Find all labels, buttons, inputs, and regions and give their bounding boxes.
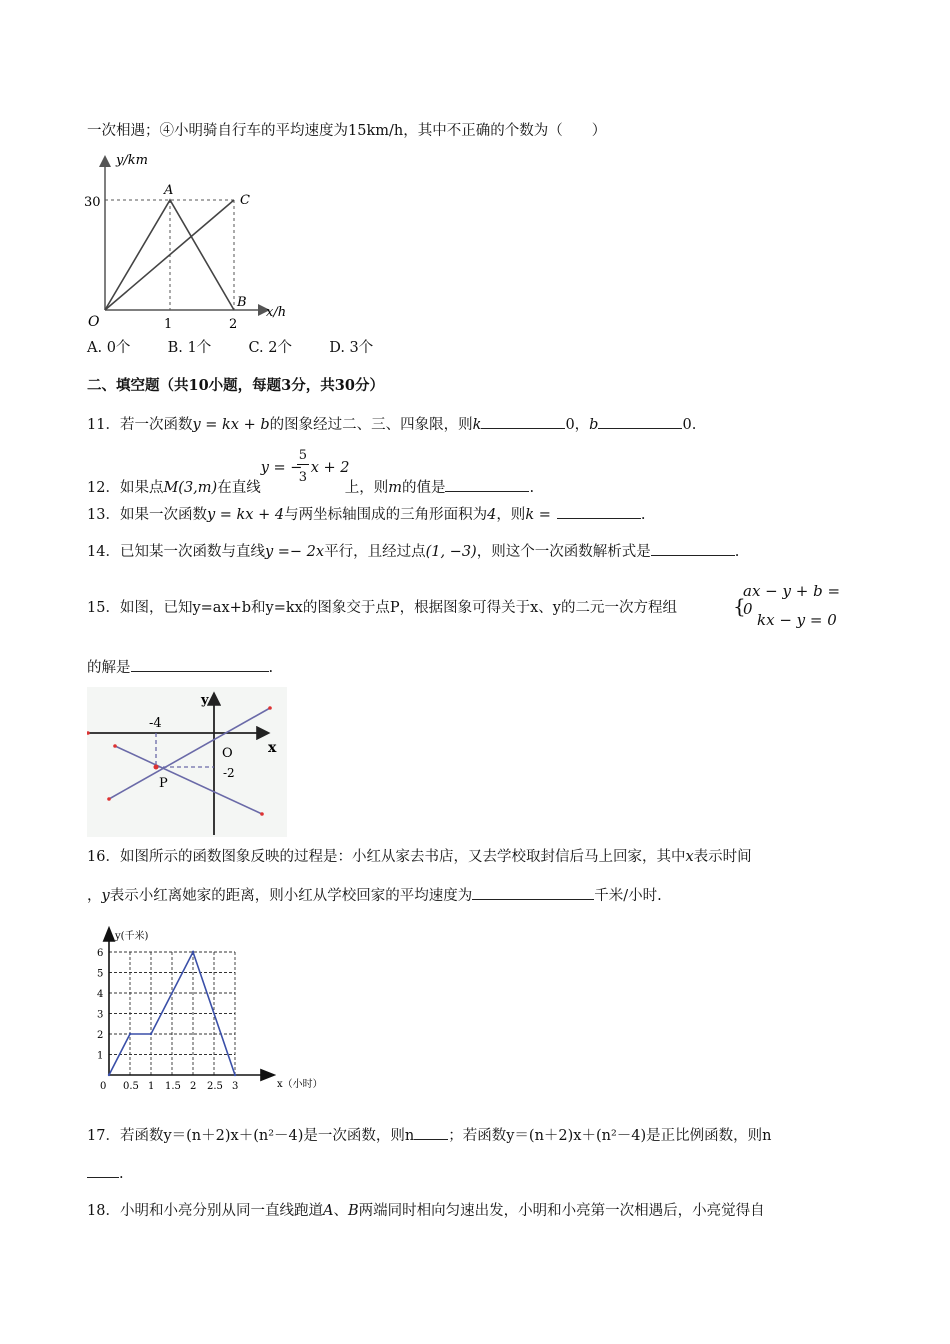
q10-options xyxy=(87,338,373,358)
option-a: A. 0个 xyxy=(87,340,131,356)
q11-text: 0. xyxy=(682,417,697,433)
q14-number: 14． xyxy=(87,544,120,560)
y-axis-label: y(千米) xyxy=(115,931,149,942)
q14-text: 已知某一次函数与直线 xyxy=(119,544,265,560)
equation-system xyxy=(733,582,853,634)
question-17 xyxy=(87,1125,772,1146)
y-tick-label: 4 xyxy=(97,989,104,1000)
q12-text: 在直线 xyxy=(217,480,261,496)
endpoint-dot xyxy=(107,797,111,801)
q12-text: 如果点 xyxy=(119,480,164,496)
endpoint-dot xyxy=(268,706,272,710)
section-title: 二、填空题（共10小题，每题3分，共30分） xyxy=(87,377,384,394)
option-c: C. 2个 xyxy=(248,340,292,356)
answer-blank[interactable] xyxy=(472,885,594,900)
q13-text: ，则 xyxy=(496,507,526,523)
answer-blank[interactable] xyxy=(414,1125,448,1140)
q11-math: k xyxy=(472,417,482,433)
q15-text: . xyxy=(268,660,274,676)
x-tick-label: 1 xyxy=(148,1081,155,1092)
q17-text: ；若函数y＝(n＋2)x＋(n²－4)是正比例函数，则n xyxy=(448,1128,772,1144)
answer-blank[interactable] xyxy=(557,504,641,519)
distance-time-graph-1 xyxy=(82,150,302,335)
q12-text: . xyxy=(529,480,535,496)
equation-1: ax − y + b = 0 xyxy=(743,582,841,618)
q12-text: 的值是 xyxy=(401,480,446,496)
intersection-graph xyxy=(87,687,287,837)
x-tick-2: 2 xyxy=(229,317,238,332)
q14-math: y =− 2x xyxy=(264,544,325,560)
q17-text: 若函数y＝(n＋2)x＋(n²－4)是一次函数，则n xyxy=(119,1128,415,1144)
q14-text: 平行，且经过点 xyxy=(324,544,426,560)
q15-text: 的解是 xyxy=(87,660,131,676)
q17-text: . xyxy=(119,1166,124,1182)
point-a-label: A xyxy=(164,183,174,198)
q16-math: y xyxy=(101,888,110,904)
x-axis-label: x/h xyxy=(266,305,287,320)
line-oc xyxy=(105,200,234,310)
x-tick-label: 0.5 xyxy=(123,1081,139,1092)
q18-text: 小明和小亮分别从同一直线跑道 xyxy=(119,1203,323,1219)
answer-blank[interactable] xyxy=(87,1163,119,1178)
q18-text: 两端同时相向匀速出发，小明和小亮第一次相遇后，小亮觉得自 xyxy=(358,1203,765,1219)
origin-label: O xyxy=(88,314,100,330)
q18-math: A xyxy=(322,1203,334,1219)
q18-text: 、 xyxy=(333,1203,348,1219)
question-14 xyxy=(87,541,739,562)
q11-math: y = kx + b xyxy=(192,417,270,433)
x-tick-label: 0 xyxy=(100,1081,107,1092)
y-label: y xyxy=(201,693,209,708)
q14-text: ，则这个一次函数解析式是 xyxy=(476,544,651,560)
x-tick-1: 1 xyxy=(164,317,173,332)
question-18 xyxy=(87,1201,765,1221)
endpoint-dot xyxy=(260,812,264,816)
point-c-label: C xyxy=(240,193,250,208)
q12-math: M(3,m) xyxy=(163,480,218,496)
q13-math: y = kx + 4 xyxy=(206,507,285,523)
data-point xyxy=(108,1074,110,1076)
q16-text: 如图所示的函数图象反映的过程是：小红从家去书店，又去学校取封信后马上回家，其中 xyxy=(119,849,686,865)
q11-text: 若一次函数 xyxy=(119,417,193,433)
q12-number: 12． xyxy=(87,480,120,496)
answer-blank[interactable] xyxy=(598,414,682,429)
q12-text: 上，则 xyxy=(344,480,389,496)
q11-text: 0， xyxy=(565,417,590,433)
distance-time-chart xyxy=(95,925,345,1100)
origin-label: O xyxy=(222,746,233,761)
endpoint-dot xyxy=(113,744,117,748)
q13-math: 4 xyxy=(487,507,497,523)
answer-blank[interactable] xyxy=(445,477,529,492)
y-axis-label: y/km xyxy=(116,153,148,168)
q12-line-equation xyxy=(260,448,350,492)
q18-math: B xyxy=(347,1203,359,1219)
y-tick-label: 2 xyxy=(97,1030,104,1041)
answer-blank[interactable] xyxy=(481,414,565,429)
fraction-bar xyxy=(297,464,309,465)
q11-number: 11． xyxy=(87,417,120,433)
question-13 xyxy=(87,504,645,525)
q11-text: 的图象经过二、三、四象限，则 xyxy=(269,417,473,433)
q14-math: (1, −3) xyxy=(425,544,477,560)
q12-fraction-numerator: 5 xyxy=(298,448,307,463)
q13-text: . xyxy=(640,507,646,523)
answer-blank[interactable] xyxy=(651,541,735,556)
data-point xyxy=(192,951,194,953)
neg4-label: -4 xyxy=(149,716,162,731)
q16-math: x xyxy=(685,849,694,865)
question-16 xyxy=(87,847,752,867)
option-b: B. 1个 xyxy=(167,340,212,356)
q12-math: y = − xyxy=(260,460,303,476)
x-tick-label: 2.5 xyxy=(207,1081,223,1092)
q16-text: 表示时间 xyxy=(693,849,752,865)
q17-number: 17． xyxy=(87,1128,120,1144)
q12-math: m xyxy=(388,480,402,496)
question-15 xyxy=(87,598,677,618)
q12-fraction-denominator: 3 xyxy=(298,470,307,485)
q14-text: . xyxy=(734,544,740,560)
q16-text: 千米/小时. xyxy=(594,888,662,904)
question-10-text: 一次相遇；④小明骑自行车的平均速度为15km/h，其中不正确的个数为（ ） xyxy=(87,123,607,139)
q11-math: b xyxy=(589,417,599,433)
x-tick-label: 1.5 xyxy=(165,1081,181,1092)
p-label: P xyxy=(159,776,168,791)
q13-text: 与两坐标轴围成的三角形面积为 xyxy=(284,507,488,523)
q12-math: x + 2 xyxy=(310,460,350,476)
point-p xyxy=(154,765,159,770)
question-11 xyxy=(87,414,696,435)
question-12 xyxy=(87,448,535,498)
question-15-answer xyxy=(87,657,273,678)
data-point xyxy=(234,1074,236,1076)
q16-text: ， xyxy=(87,888,102,904)
q13-text: 如果一次函数 xyxy=(119,507,207,523)
q15-number: 15． xyxy=(87,600,120,616)
q13-number: 13． xyxy=(87,507,120,523)
q16-number: 16． xyxy=(87,849,120,865)
y-tick-label: 3 xyxy=(97,1009,104,1021)
x-tick-label: 2 xyxy=(190,1081,197,1092)
y-tick-label: 1 xyxy=(97,1050,104,1062)
graph-background xyxy=(87,687,287,837)
y-tick-label: 6 xyxy=(97,948,104,959)
x-tick-label: 3 xyxy=(232,1081,239,1092)
y-tick-30: 30 xyxy=(84,195,101,210)
y-tick-label: 5 xyxy=(97,968,104,980)
neg2-label: -2 xyxy=(223,766,235,780)
data-point xyxy=(129,1033,131,1035)
answer-blank[interactable] xyxy=(131,657,269,672)
q13-math: k = xyxy=(525,507,551,523)
question-16-cont xyxy=(87,885,662,906)
x-label: x xyxy=(268,740,277,756)
point-b-label: B xyxy=(237,295,247,310)
q15-text: 如图，已知y=ax+b和y=kx的图象交于点P，根据图象可得关于x、y的二元一次方程组 xyxy=(119,600,677,616)
equation-2: kx − y = 0 xyxy=(757,611,837,629)
option-d: D. 3个 xyxy=(329,340,374,356)
q16-text: 表示小红离她家的距离，则小红从学校回家的平均速度为 xyxy=(109,888,473,904)
system-brace: { xyxy=(733,594,746,618)
q18-number: 18． xyxy=(87,1203,120,1219)
question-17-cont xyxy=(87,1163,124,1184)
x-axis-label: x（小时） xyxy=(277,1079,323,1090)
data-point xyxy=(150,1033,152,1035)
